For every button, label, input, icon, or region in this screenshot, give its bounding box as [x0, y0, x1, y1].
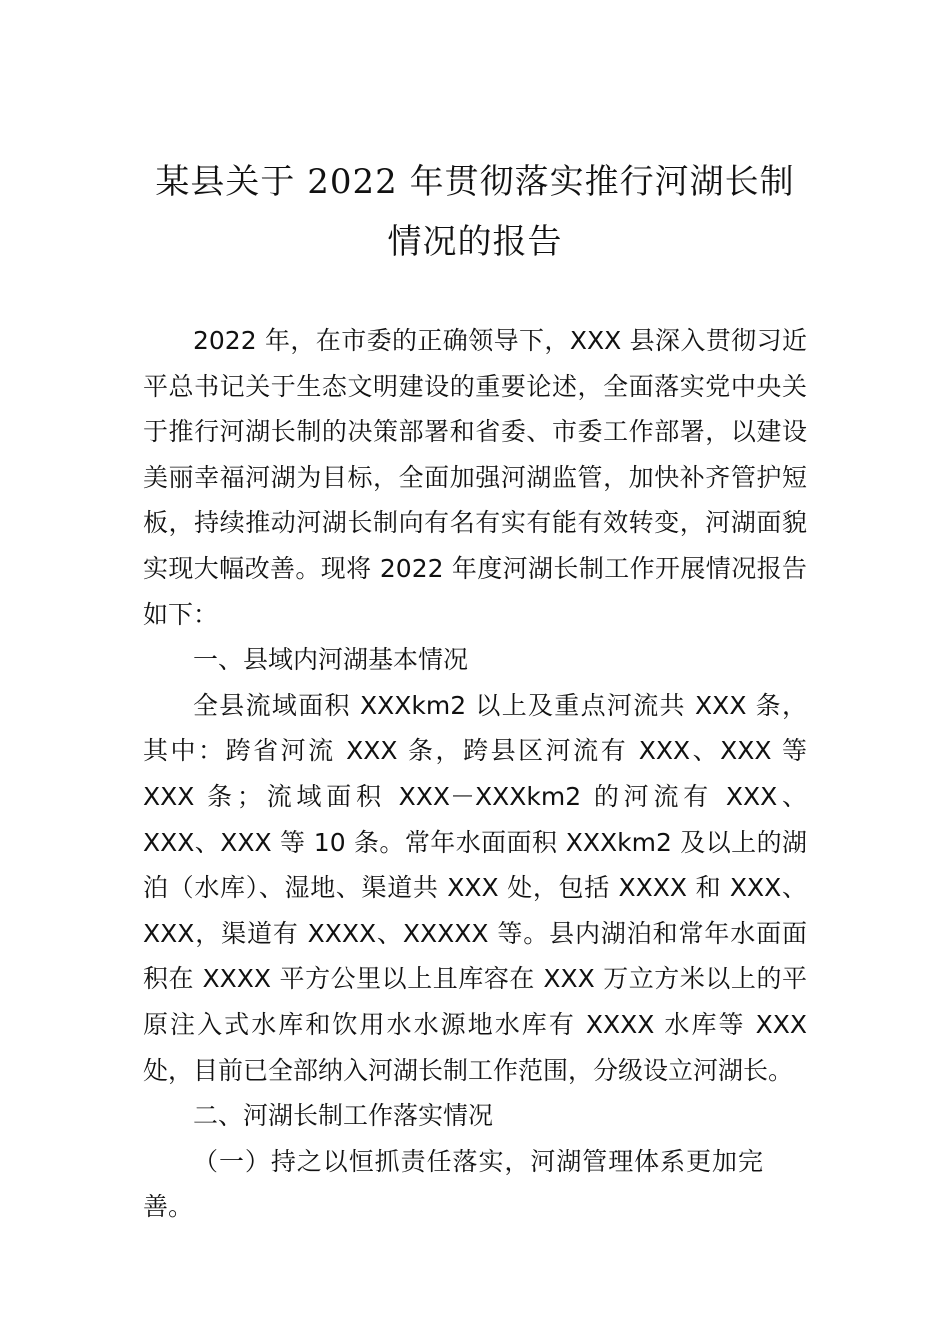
subsection-heading-1: （一）持之以恒抓责任落实，河湖管理体系更加完善。 [143, 1146, 763, 1222]
river-overview-paragraph: 全县流域面积 XXXkm2 以上及重点河流共 XXX 条，其中：跨省河流 XXX 条，跨县区河流有 XXX、XXX 等 XXX 条；流域面积 XXX－XXXkm2 的河流有 XXX、XXX、XXX 等 10 条。常年水面面积 XXXkm2 及以上的湖泊（水库）、湿地、渠道共 XXX 处，包括 XXXX 和 XXX、XXX，渠道有 XXXX、XXXXX 等。县内湖泊和常年水面面积在 XXXX 平方公里以上且库容在 XXX 万立方米以上的平原注入式水库和饮用水水源地水库有 XXXX 水库等 XXX 处，目前已全部纳入河湖长制工作范围，分级设立河湖长。 [143, 690, 807, 1085]
document-title: 某县关于 2022 年贯彻落实推行河湖长制情况的报告 [155, 162, 795, 262]
document-body [143, 318, 807, 1230]
intro-paragraph: 2022 年，在市委的正确领导下，XXX 县深入贯彻习近平总书记关于生态文明建设的重要论述，全面落实党中央关于推行河湖长制的决策部署和省委、市委工作部署，以建设美丽幸福河湖为目标，全面加强河湖监管，加快补齐管护短板，持续推动河湖长制向有名有实有能有效转变，河湖面貌实现大幅改善。现将 2022 年度河湖长制工作开展情况报告如下： [143, 326, 807, 629]
section-heading-2: 二、河湖长制工作落实情况 [193, 1101, 494, 1131]
section-heading-1: 一、县域内河湖基本情况 [193, 645, 469, 675]
